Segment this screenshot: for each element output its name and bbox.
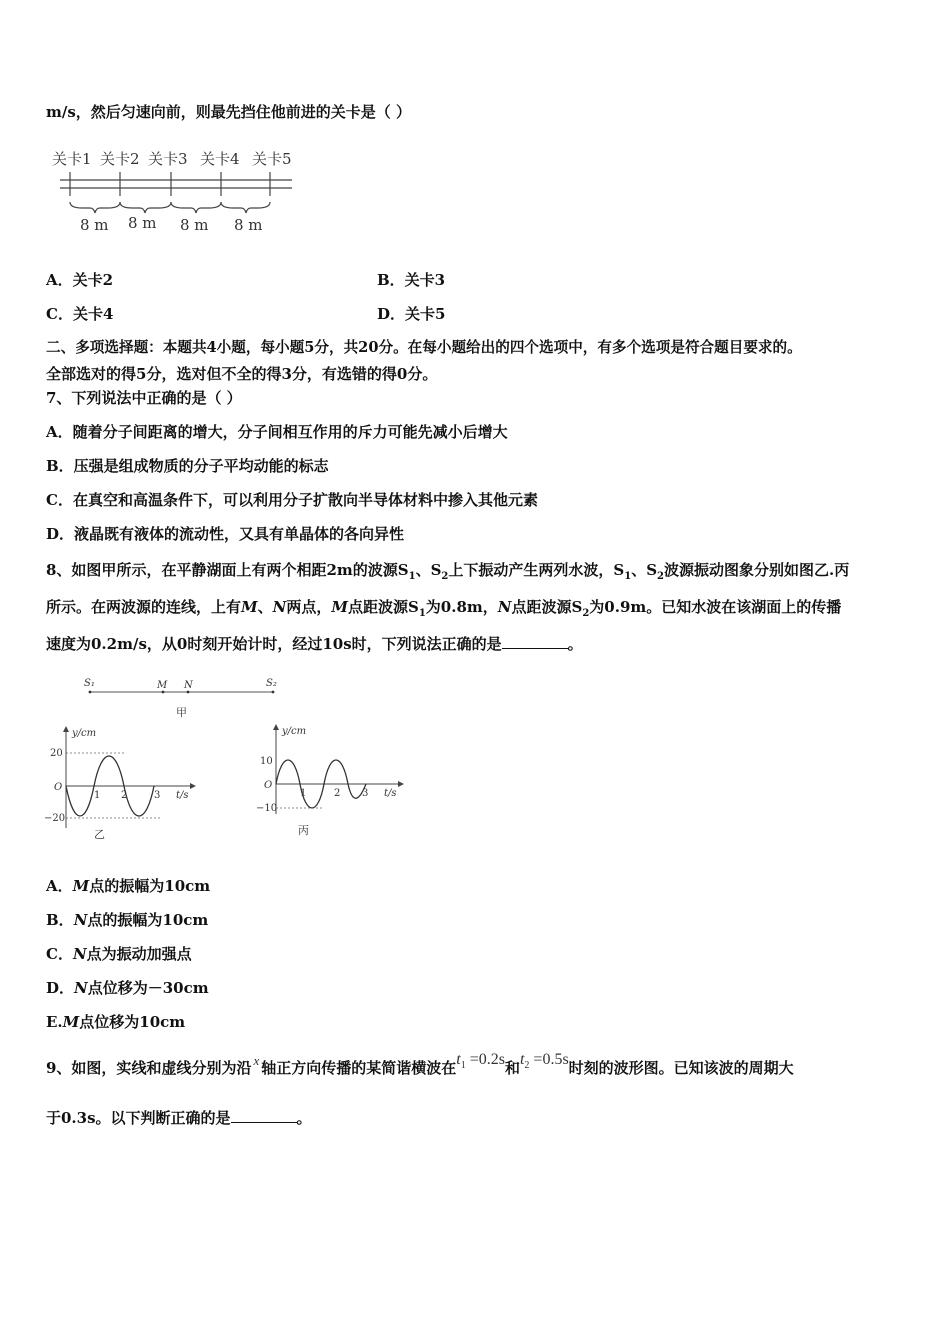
gate-label: 关卡2 [100,150,140,168]
spacing-label: 8 m [180,216,209,234]
ytick-bing-neg: −10 [256,803,278,814]
q8-option-a: A．M点的振幅为10cm [46,877,211,895]
gate-label: 关卡3 [148,150,188,168]
gates-figure [48,146,308,238]
q6-option-b: B．关卡3 [377,271,446,289]
q8-stem-line1: 8、如图甲所示，在平静湖面上有两个相距2m的波源$S_1$、$S_2$上下振动产生两列水波，$S_1$、$S_2$波源振动图象分别如图乙.丙 [46,561,850,582]
xtick-bing: 3 [362,788,369,799]
q8-option-c: C．N点为振动加强点 [46,945,192,963]
q8-option-b: B．N点的振幅为10cm [46,911,209,929]
label-m: M [157,680,168,691]
gate-label: 关卡5 [252,150,292,168]
t2-expr: $t_2 =0.5s$ [519,1051,569,1072]
section-2-heading-line1: 二、多项选择题：本题共4小题，每小题5分，共20分。在每小题给出的四个选项中，有多个选项是符合题目要求的。 [46,339,802,356]
xlabel-bing: t/s [384,788,397,799]
xtick-bing: 1 [300,788,307,799]
q6-option-c: C．关卡4 [46,305,114,323]
section-2-heading-line2: 全部选对的得5分，选对但不全的得3分，有选错的得0分。 [46,365,438,383]
label-s1: S₁ [84,678,95,689]
q7-option-b: B．压强是组成物质的分子平均动能的标志 [46,457,329,475]
gate-label: 关卡4 [200,150,240,168]
origin-bing: O [264,780,273,791]
q8-stem-line2: 所示。在两波源的连线，上有M、N两点，M点距波源$S_1$为0.8m，N点距波源$S_2$为0.9m。已知水波在该湖面上的传播 [46,598,842,619]
q7-stem: 7、下列说法中正确的是（ ） [46,389,242,407]
caption-jia: 甲 [176,706,187,719]
figure-yi [44,724,204,840]
ytick-yi-pos: 20 [50,748,63,759]
q7-option-a: A．随着分子间距离的增大，分子间相互作用的斥力可能先减小后增大 [46,423,508,441]
q8-option-d: D．N点位移为－30cm [46,979,209,997]
ylabel-yi: y/cm [72,728,97,739]
caption-yi: 乙 [94,828,105,840]
q8-stem-line3: 速度为0.2m/s，从0时刻开始计时，经过10s时，下列说法正确的是 。 [46,635,583,653]
spacing-label: 8 m [80,216,109,234]
label-s2: S₂ [266,678,277,689]
q9-stem-line2: 于0.3s。以下判断正确的是 。 [46,1109,312,1127]
q6-option-d: D．关卡5 [377,305,446,323]
ytick-yi-neg: −20 [44,813,66,824]
caption-bing: 丙 [298,824,309,837]
xtick-yi: 3 [154,790,161,801]
q7-option-d: D．液晶既有液体的流动性，又具有单晶体的各向异性 [46,525,405,543]
spacing-label: 8 m [234,216,263,234]
q7-option-c: C．在真空和高温条件下，可以利用分子扩散向半导体材料中掺入其他元素 [46,491,538,509]
xtick-yi: 2 [121,790,128,801]
q9-stem-line1: 9、如图，实线和虚线分别为沿 x 轴正方向传播的某简谐横波在$t_1 =0.2s$和$t_2 =0.5s$时刻的波形图。已知该波的周期大 [46,1051,794,1077]
gate-label: 关卡1 [52,150,92,168]
xtick-yi: 1 [94,790,101,801]
answer-blank[interactable] [231,1108,297,1123]
xlabel-yi: t/s [176,790,189,801]
origin-yi: O [54,782,63,793]
figure-bing [248,722,408,838]
q6-stem: m/s，然后匀速向前，则最先挡住他前进的关卡是（ ） [46,103,412,121]
xtick-bing: 2 [334,788,341,799]
label-n: N [184,680,193,691]
q6-option-a: A．关卡2 [46,271,114,289]
ytick-bing-pos: 10 [260,756,273,767]
ylabel-bing: y/cm [282,726,307,737]
q8-option-e: E.M点位移为10cm [46,1013,186,1031]
spacing-label: 8 m [128,214,157,232]
answer-blank[interactable] [502,634,568,649]
t1-expr: $t_1 =0.2s$ [456,1051,505,1072]
figure-jia [80,674,300,720]
